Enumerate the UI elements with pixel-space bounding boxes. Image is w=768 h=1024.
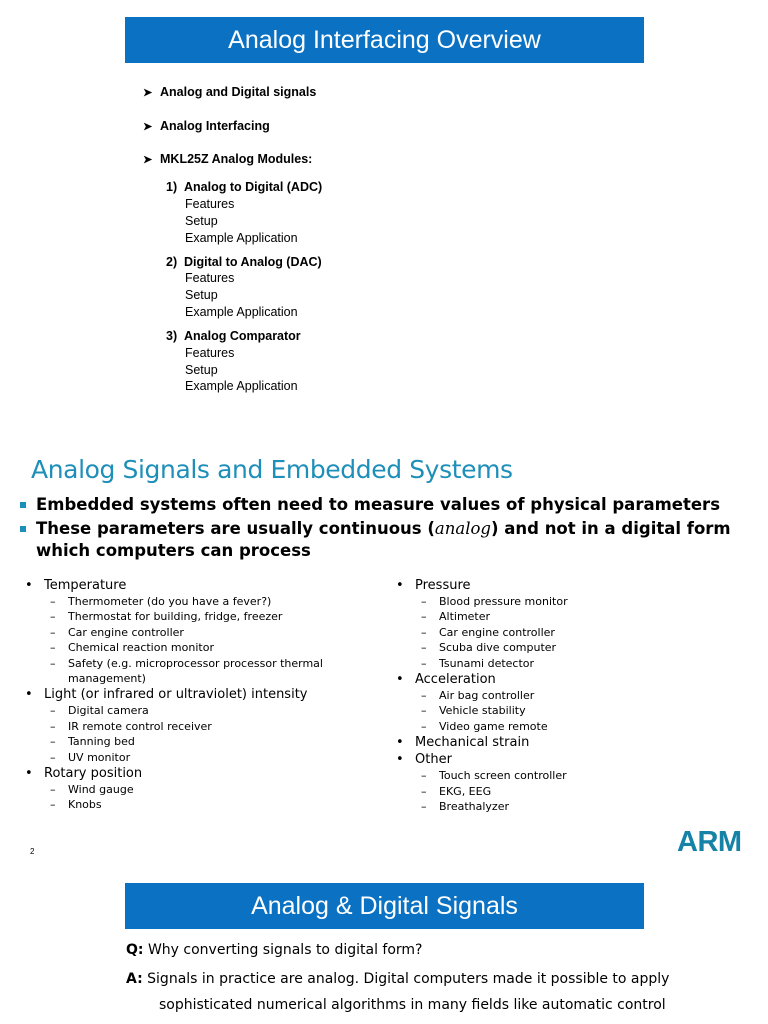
dash-bullet-icon: – [50, 735, 56, 749]
module-number: 1) [166, 180, 178, 194]
module-title [166, 180, 322, 194]
arrow-bullet-icon: ➤ [143, 120, 153, 133]
example-label: Thermostat for building, fridge, freezer [68, 610, 283, 624]
dot-bullet-icon: • [396, 735, 404, 751]
dash-bullet-icon: – [421, 769, 427, 783]
dot-bullet-icon: • [396, 672, 404, 688]
category-label: Temperature [44, 578, 127, 593]
dot-bullet-icon: • [25, 578, 33, 593]
example-label: Video game remote [439, 719, 548, 733]
slide3-title: Analog & Digital Signals [251, 891, 518, 920]
question-label: Q: [126, 942, 144, 958]
dash-bullet-icon: – [421, 689, 427, 703]
category-label: Pressure [415, 578, 471, 593]
example-label: Chemical reaction monitor [68, 641, 214, 655]
agenda-item [143, 152, 312, 166]
module-subitem: Features [185, 271, 235, 285]
module-subitem: Features [185, 197, 235, 211]
example-label: Tanning bed [68, 735, 135, 749]
example-label: UV monitor [68, 750, 131, 764]
dash-bullet-icon: – [50, 610, 56, 624]
example-item [393, 703, 753, 718]
example-label: Air bag controller [439, 689, 535, 703]
example-label: Thermometer (do you have a fever?) [68, 595, 272, 608]
square-bullet-icon [20, 502, 26, 508]
dash-bullet-icon: – [50, 798, 56, 812]
question-text: Why converting signals to digital form? [147, 942, 423, 958]
example-label: Scuba dive computer [439, 641, 557, 655]
example-item [393, 609, 753, 624]
left-column [22, 577, 382, 813]
dash-bullet-icon: – [421, 656, 427, 670]
example-item [393, 768, 753, 783]
module-label: Analog to Digital (ADC) [184, 180, 323, 194]
arrow-bullet-icon: ➤ [143, 86, 153, 99]
module-subitem: Setup [185, 288, 218, 302]
right-column [393, 577, 753, 814]
example-label: IR remote control receiver [68, 719, 212, 733]
dot-bullet-icon: • [396, 752, 404, 768]
italic-term: analog [434, 519, 491, 538]
main-bullet-text [36, 518, 756, 562]
category-item [22, 686, 382, 703]
example-item [22, 609, 382, 624]
dash-bullet-icon: – [50, 719, 56, 733]
example-item [22, 750, 382, 765]
main-bullet [20, 494, 756, 516]
page-number: 2 [30, 847, 35, 856]
text-segment: ) and not in a digital form which computers can process [36, 519, 731, 560]
category-label: Rotary position [44, 766, 143, 782]
agenda-item [143, 119, 270, 133]
example-item [22, 656, 382, 687]
category-item [22, 765, 382, 782]
answer-continuation: sophisticated numerical algorithms in many fields like automatic control [159, 997, 666, 1013]
example-item [22, 734, 382, 749]
dash-bullet-icon: – [50, 750, 56, 764]
example-item [393, 640, 753, 655]
example-label: Breathalyzer [439, 800, 509, 814]
example-label: Car engine controller [439, 625, 555, 639]
dash-bullet-icon: – [421, 784, 427, 798]
category-item [393, 734, 753, 751]
dot-bullet-icon: • [25, 687, 33, 703]
slide2-title: Analog Signals and Embedded Systems [31, 455, 513, 484]
agenda-item [143, 85, 316, 99]
dash-bullet-icon: – [50, 595, 56, 608]
module-subitem: Setup [185, 214, 218, 228]
category-item [393, 577, 753, 594]
dash-bullet-icon: – [421, 610, 427, 624]
answer-label: A: [126, 971, 143, 987]
category-label: Other [415, 752, 452, 768]
slide1-title-banner [125, 17, 644, 63]
slide3-title-banner [125, 883, 644, 929]
arm-logo: ARM [677, 826, 742, 858]
example-item [393, 784, 753, 799]
agenda-label: MKL25Z Analog Modules: [160, 152, 313, 166]
example-label: Safety (e.g. microprocessor processor thermal management) [68, 656, 323, 686]
module-subitem: Setup [185, 363, 218, 377]
square-bullet-icon [20, 526, 26, 532]
example-label: Car engine controller [68, 625, 184, 639]
dash-bullet-icon: – [421, 719, 427, 733]
agenda-label: Analog Interfacing [160, 119, 270, 133]
module-subitem: Example Application [185, 305, 298, 319]
main-bullet-text: Embedded systems often need to measure values of physical parameters [36, 495, 721, 514]
example-item [393, 799, 753, 814]
category-label: Mechanical strain [415, 735, 530, 751]
example-label: EKG, EEG [439, 784, 492, 798]
example-item [393, 719, 753, 734]
module-number: 3) [166, 329, 178, 343]
category-item [393, 751, 753, 768]
dash-bullet-icon: – [421, 800, 427, 814]
text-segment: These parameters are usually continuous ( [36, 519, 435, 538]
category-label: Acceleration [415, 672, 496, 688]
dot-bullet-icon: • [396, 578, 404, 593]
example-label: Tsunami detector [439, 656, 535, 670]
dash-bullet-icon: – [421, 595, 427, 608]
answer [126, 971, 669, 987]
example-item [393, 625, 753, 640]
dot-bullet-icon: • [25, 766, 33, 782]
module-label: Analog Comparator [184, 329, 301, 343]
example-item [22, 797, 382, 812]
example-label: Touch screen controller [439, 769, 567, 783]
answer-text: Signals in practice are analog. Digital computers made it possible to apply [147, 971, 670, 987]
example-label: Knobs [68, 798, 102, 812]
main-bullet [20, 518, 756, 562]
example-item [22, 640, 382, 655]
example-label: Altimeter [439, 610, 491, 624]
example-item [22, 703, 382, 718]
example-item [393, 594, 753, 609]
example-item [22, 719, 382, 734]
dash-bullet-icon: – [421, 704, 427, 718]
example-label: Wind gauge [68, 783, 134, 797]
module-subitem: Features [185, 346, 235, 360]
example-item [22, 625, 382, 640]
arrow-bullet-icon: ➤ [143, 153, 153, 166]
category-item [22, 577, 382, 594]
dash-bullet-icon: – [50, 625, 56, 639]
dash-bullet-icon: – [50, 641, 56, 655]
module-number: 2) [166, 255, 178, 269]
example-item [393, 656, 753, 671]
dash-bullet-icon: – [421, 641, 427, 655]
module-label: Digital to Analog (DAC) [184, 255, 322, 269]
example-label: Vehicle stability [439, 704, 526, 718]
category-label: Light (or infrared or ultraviolet) intensity [44, 687, 308, 703]
module-title [166, 329, 301, 343]
dash-bullet-icon: – [50, 656, 56, 670]
module-title [166, 255, 322, 269]
dash-bullet-icon: – [421, 625, 427, 639]
category-item [393, 671, 753, 688]
question [126, 942, 422, 958]
example-label: Blood pressure monitor [439, 595, 568, 608]
agenda-label: Analog and Digital signals [160, 85, 317, 99]
slide1-title: Analog Interfacing Overview [228, 25, 541, 54]
example-item [22, 782, 382, 797]
example-item [22, 594, 382, 609]
example-label: Digital camera [68, 704, 149, 718]
module-subitem: Example Application [185, 231, 298, 245]
module-subitem: Example Application [185, 379, 298, 393]
example-item [393, 688, 753, 703]
dash-bullet-icon: – [50, 704, 56, 718]
dash-bullet-icon: – [50, 783, 56, 797]
